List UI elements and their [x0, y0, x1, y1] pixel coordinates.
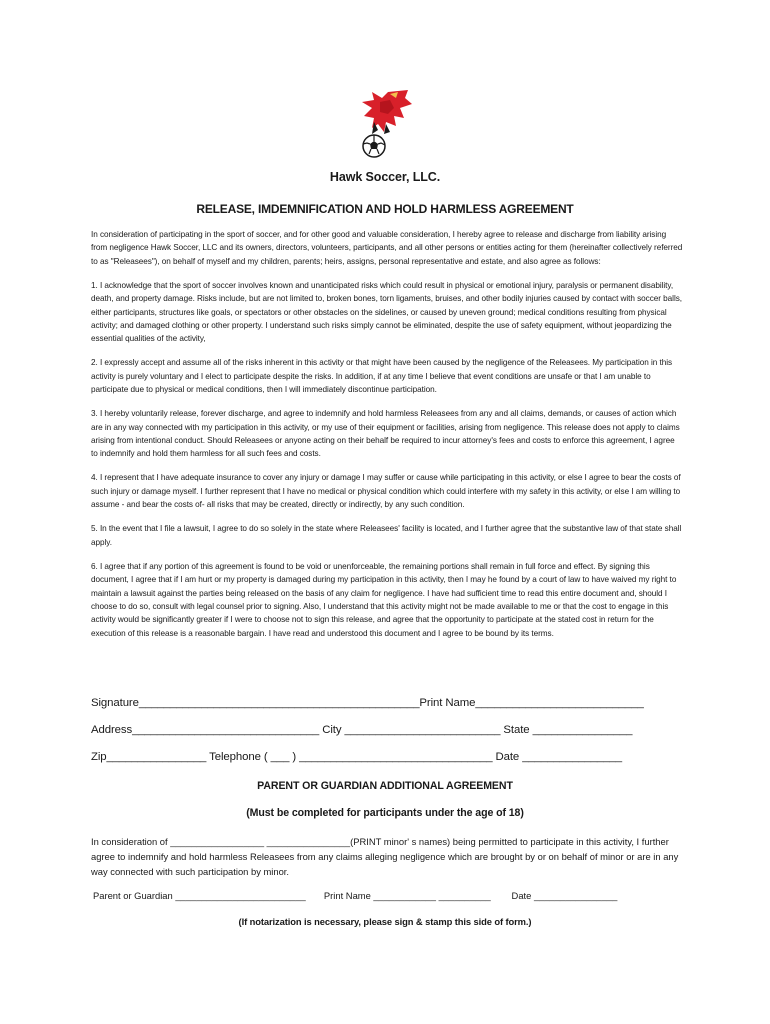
intro-paragraph: In consideration of participating in the sport of soccer, and for other good and valuable consideration, I hereby agree to release and discharge from liability arising from negligence Hawk Soccer, LLC and its owners, directors, volunteers, participants, and all other persons or entities acting for them (hereinafter collectively referred to as "Releasees"), on behalf of myself and my children, parents; heirs, assigns, personal representative and estate, and also agree as follows:	[91, 230, 683, 266]
agreement-body	[91, 228, 683, 651]
document-title: RELEASE, IMDEMNIFICATION AND HOLD HARMLESS AGREEMENT	[196, 202, 574, 216]
guardian-consent-paragraph: In consideration of __________________ ________________(PRINT minor' s names) being permitted to participate in this activity, I further agree to indemnify and hold harmless Releasees from any claims alleging negligence which are brought by or on behalf of minor or are in any way connected with such participation by minor.	[91, 836, 679, 877]
notarization-note: (If notarization is necessary, please sign & stamp this side of form.)	[238, 916, 532, 927]
company-name: Hawk Soccer, LLC.	[329, 170, 441, 184]
clause-3: 3. I hereby voluntarily release, forever discharge, and agree to indemnify and hold harmless Releasees from any and all claims, demands, or causes of action which are in any way connected with my participation in this activity, or my use of their equipment or facilities, arising from negligence. This release does not apply to claims arising from intentional conduct. Should Releasees or anyone acting on their behalf be required to incur attorney's fees and costs to enforce this agreement, I agree to indemnify and hold them harmless for all such fees and costs.	[91, 409, 680, 459]
clause-2: 2. I expressly accept and assume all of the risks inherent in this activity or that might have been caused by the negligence of the Releasees. My participation in this activity is purely voluntary and I elect to participate despite the risks. In addition, if at any time I believe that event conditions are unsafe or that I am unable to participate due to physical or medical conditions, then I will immediately discontinue participation.	[91, 358, 673, 395]
clause-4: 4. I represent that I have adequate insurance to cover any injury or damage I may suffer or cause while participating in this activity, or else I agree to bear the costs of such injury or damage myself. I further represent that I have no medical or physical condition which could interfere with my safety in this activity, or else I am willing to assume - and bear the costs of- all risks that may be created, directly or indirectly, by any such condition.	[91, 473, 681, 510]
clause-6: 6. I agree that if any portion of this agreement is found to be void or unenforceable, the remaining portions shall remain in full force and effect. By signing this document, I agree that if I am hurt or my property is damaged during my participation in this activity, then I may he found by a court of law to have waived my right to maintain a lawsuit against the parties being released on the basis of any claim for negligence. I have had sufficient time to read this entire document and, should I choose to do so, consult with legal counsel prior to signing. Also, I understand that this activity might not be made available to me or that the cost to engage in this activity would be significantly greater if I were to choose not to sign this release, and agree that the opportunity to participate at the stated cost in return for the execution of this release is a reasonable bargain. I have read and understood this document and I agree to be bound by its terms.	[91, 561, 677, 638]
hawk-soccer-logo	[350, 88, 420, 164]
clause-5: 5. In the event that I file a lawsuit, I agree to do so solely in the state where Releasees' facility is located, and I further agree that the substantive law of that state shall apply.	[91, 524, 682, 547]
guardian-heading: PARENT OR GUARDIAN ADDITIONAL AGREEMENT	[257, 780, 513, 792]
clause-1: 1. I acknowledge that the sport of soccer involves known and unanticipated risks which could result in physical or emotional injury, paralysis or permanent disability, death, and property damage. Risks include, but are not limited to, broken bones, torn ligaments, bruises, and other bodily injuries caused by contact with soccer balls, either participants, structures like goals, or spectators or other obstacles on the sidelines, or caused by uneven ground; medical conditions resulting from physical activity; and damaged clothing or other property. I understand such risks simply cannot be eliminated, despite the use of safety equipment, without jeopardizing the essential qualities of the activity,	[91, 280, 682, 344]
zip-phone-date-line[interactable]: Zip________________ Telephone ( ___ ) _______________________________ Date ________________	[91, 751, 622, 763]
guardian-subheading: (Must be completed for participants under the age of 18)	[246, 807, 524, 819]
address-line[interactable]: Address______________________________ City _________________________ State ________________	[91, 724, 633, 736]
signature-line[interactable]: Signature_____________________________________________Print Name___________________________	[91, 697, 644, 709]
guardian-signature-line[interactable]: Parent or Guardian _________________________ Print Name ____________ __________ Date ________________	[93, 890, 618, 901]
